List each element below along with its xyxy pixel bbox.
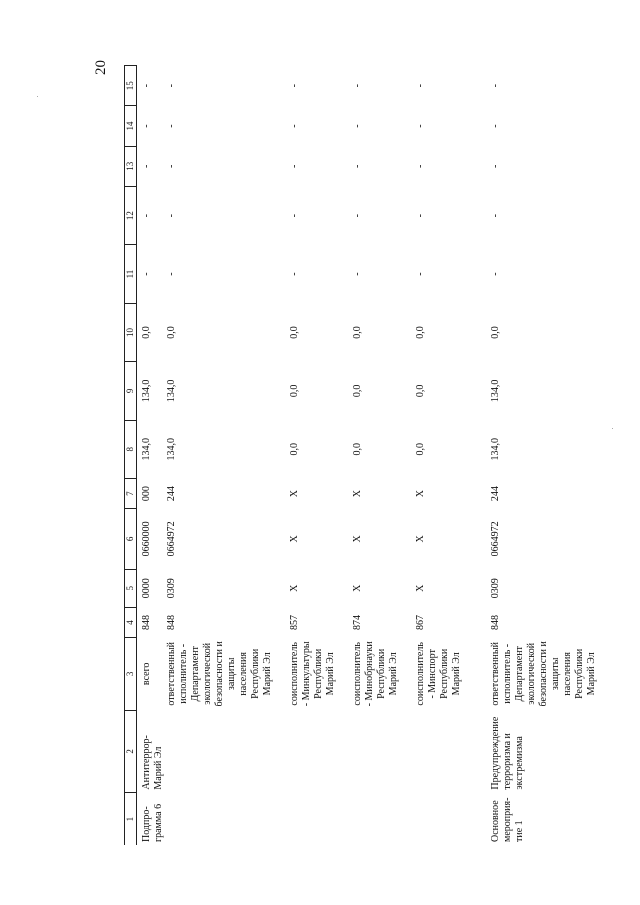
budget-table <box>124 65 599 845</box>
table-cell-c4: 857 <box>288 614 300 630</box>
scan-speck <box>612 428 613 429</box>
table-cell-c2: Предупреждение терроризма и экстремизма <box>489 716 525 790</box>
table-cell-c12: - <box>288 213 300 218</box>
table-cell-c9: 134,0 <box>165 379 177 403</box>
table-cell-c12: - <box>489 213 501 218</box>
table-row <box>166 66 275 846</box>
table-cell-c2 <box>338 710 401 793</box>
table-cell-c10: 0,0 <box>489 326 501 339</box>
header-cell: 9 <box>125 362 137 420</box>
header-cell: 4 <box>125 607 137 637</box>
table-cell-c13: - <box>351 164 363 168</box>
table-cell-c9: 134,0 <box>489 379 501 403</box>
table-body <box>125 66 599 846</box>
table-cell-c3: соисполнитель - Минобрнауки Республики Марий Эл <box>351 641 399 707</box>
table-cell-c8: 0,0 <box>288 443 300 456</box>
table-cell-c2: Антитеррор-Марий Эл <box>140 735 164 790</box>
page-number: 20 <box>93 60 109 75</box>
table-cell-c10: 0,0 <box>351 326 363 339</box>
table-cell-c2 <box>166 710 275 793</box>
header-cell: 2 <box>125 710 137 793</box>
table-cell-c14: - <box>165 124 177 128</box>
table-cell-c14: - <box>414 124 426 128</box>
table-cell-c3: всего <box>140 662 152 686</box>
table-cell-c4: 848 <box>165 614 177 630</box>
table-cell-c5: X <box>288 584 300 592</box>
table-cell-c4: 848 <box>140 614 152 630</box>
table-cell-c5: 0309 <box>165 578 177 599</box>
table-cell-c7: 244 <box>165 486 177 502</box>
table-cell-c11: - <box>140 272 152 276</box>
table-cell-c13: - <box>288 164 300 168</box>
table-cell-c3: соисполнитель - Минспорт Республики Марий Эл <box>414 642 462 706</box>
table-cell-c3: соисполнитель - Минкультуры Республики Марий Эл <box>288 641 336 707</box>
table-cell-c15: - <box>351 84 363 88</box>
table-cell-c9: 0,0 <box>351 384 363 398</box>
table-cell-c10: 0,0 <box>288 326 300 339</box>
table-cell-c7: 244 <box>489 486 501 502</box>
table-cell-c9: 134,0 <box>140 379 152 403</box>
table-cell-c12: - <box>140 213 152 218</box>
table-row <box>338 66 401 846</box>
header-cell: 10 <box>125 303 137 361</box>
header-cell: 14 <box>125 106 137 146</box>
table-cell-c8: 0,0 <box>351 443 363 456</box>
header-cell: 15 <box>125 66 137 106</box>
header-cell: 5 <box>125 569 137 607</box>
table-cell-c12: - <box>351 213 363 218</box>
table-cell-c11: - <box>414 272 426 276</box>
table-cell-c11: - <box>288 272 300 276</box>
table-cell-c11: - <box>489 272 501 276</box>
header-cell: 11 <box>125 245 137 303</box>
table-cell-c10: 0,0 <box>414 326 426 339</box>
table-cell-c4: 874 <box>351 614 363 630</box>
table-cell-c3: ответственный исполнитель - Департамент экологической безопасности и защиты населения Республики Марий Эл <box>165 641 273 707</box>
table-cell-c8: 134,0 <box>489 438 501 461</box>
table-cell-c5: 0000 <box>140 578 152 599</box>
table-cell-c15: - <box>489 84 501 88</box>
table-cell-c8: 134,0 <box>165 438 177 461</box>
header-cell: 3 <box>125 638 137 711</box>
table-cell-c10: 0,0 <box>165 326 177 339</box>
table-cell-c1 <box>401 793 464 845</box>
table-cell-c5: X <box>414 584 426 592</box>
table-cell-c5: 0309 <box>489 578 501 599</box>
table-cell-c12: - <box>165 213 177 218</box>
table-cell-c4: 848 <box>489 614 501 630</box>
table-cell-c13: - <box>140 164 152 168</box>
table-row <box>464 66 599 846</box>
table-cell-c1: Основное мероприя-тие 1 <box>489 797 525 842</box>
table-cell-c14: - <box>140 124 152 128</box>
table-cell-c14: - <box>288 124 300 128</box>
table-cell-c3: ответственный исполнитель - Департамент экологической безопасности и защиты населения Республики Марий Эл <box>489 641 597 707</box>
header-cell: 13 <box>125 146 137 186</box>
table-cell-c15: - <box>288 84 300 88</box>
table-cell-c9: 0,0 <box>414 384 426 398</box>
table-cell-c1 <box>275 793 338 845</box>
table-header-row <box>125 66 137 846</box>
table-cell-c6: X <box>414 535 426 543</box>
header-cell: 1 <box>125 793 137 845</box>
table-cell-c2 <box>275 710 338 793</box>
header-cell: 8 <box>125 420 137 478</box>
table-row <box>275 66 338 846</box>
table-cell-c10: 0,0 <box>140 326 152 339</box>
table-cell-c11: - <box>351 272 363 276</box>
table-cell-c6: 0660000 <box>140 521 152 557</box>
scan-speck <box>37 96 38 97</box>
header-cell: 6 <box>125 509 137 569</box>
table-row <box>136 66 166 846</box>
table-cell-c6: 0664972 <box>489 521 501 557</box>
table-cell-c6: X <box>288 535 300 543</box>
table-cell-c7: X <box>351 489 363 498</box>
table-cell-c15: - <box>414 84 426 88</box>
rotated-page-content <box>124 65 597 845</box>
table-row <box>401 66 464 846</box>
table-cell-c4: 867 <box>414 614 426 630</box>
table-cell-c11: - <box>165 272 177 276</box>
header-cell: 7 <box>125 478 137 508</box>
table-cell-c6: X <box>351 535 363 543</box>
table-cell-c8: 0,0 <box>414 443 426 456</box>
table-cell-c8: 134,0 <box>140 438 152 461</box>
table-cell-c12: - <box>414 213 426 218</box>
table-cell-c1 <box>166 793 275 845</box>
table-cell-c5: X <box>351 584 363 592</box>
table-cell-c9: 0,0 <box>288 384 300 398</box>
table-cell-c1: Подпро-грамма 6 <box>140 803 164 842</box>
table-cell-c14: - <box>489 124 501 128</box>
table-cell-c15: - <box>140 84 152 88</box>
header-cell: 12 <box>125 186 137 244</box>
table-cell-c7: X <box>288 489 300 498</box>
table-cell-c13: - <box>489 164 501 168</box>
table-cell-c1 <box>338 793 401 845</box>
table-cell-c13: - <box>165 164 177 168</box>
table-cell-c7: X <box>414 489 426 498</box>
table-cell-c14: - <box>351 124 363 128</box>
table-cell-c2 <box>401 710 464 793</box>
table-cell-c7: 000 <box>140 486 152 502</box>
table-cell-c15: - <box>165 84 177 88</box>
table-cell-c13: - <box>414 164 426 168</box>
table-cell-c6: 0664972 <box>165 521 177 557</box>
